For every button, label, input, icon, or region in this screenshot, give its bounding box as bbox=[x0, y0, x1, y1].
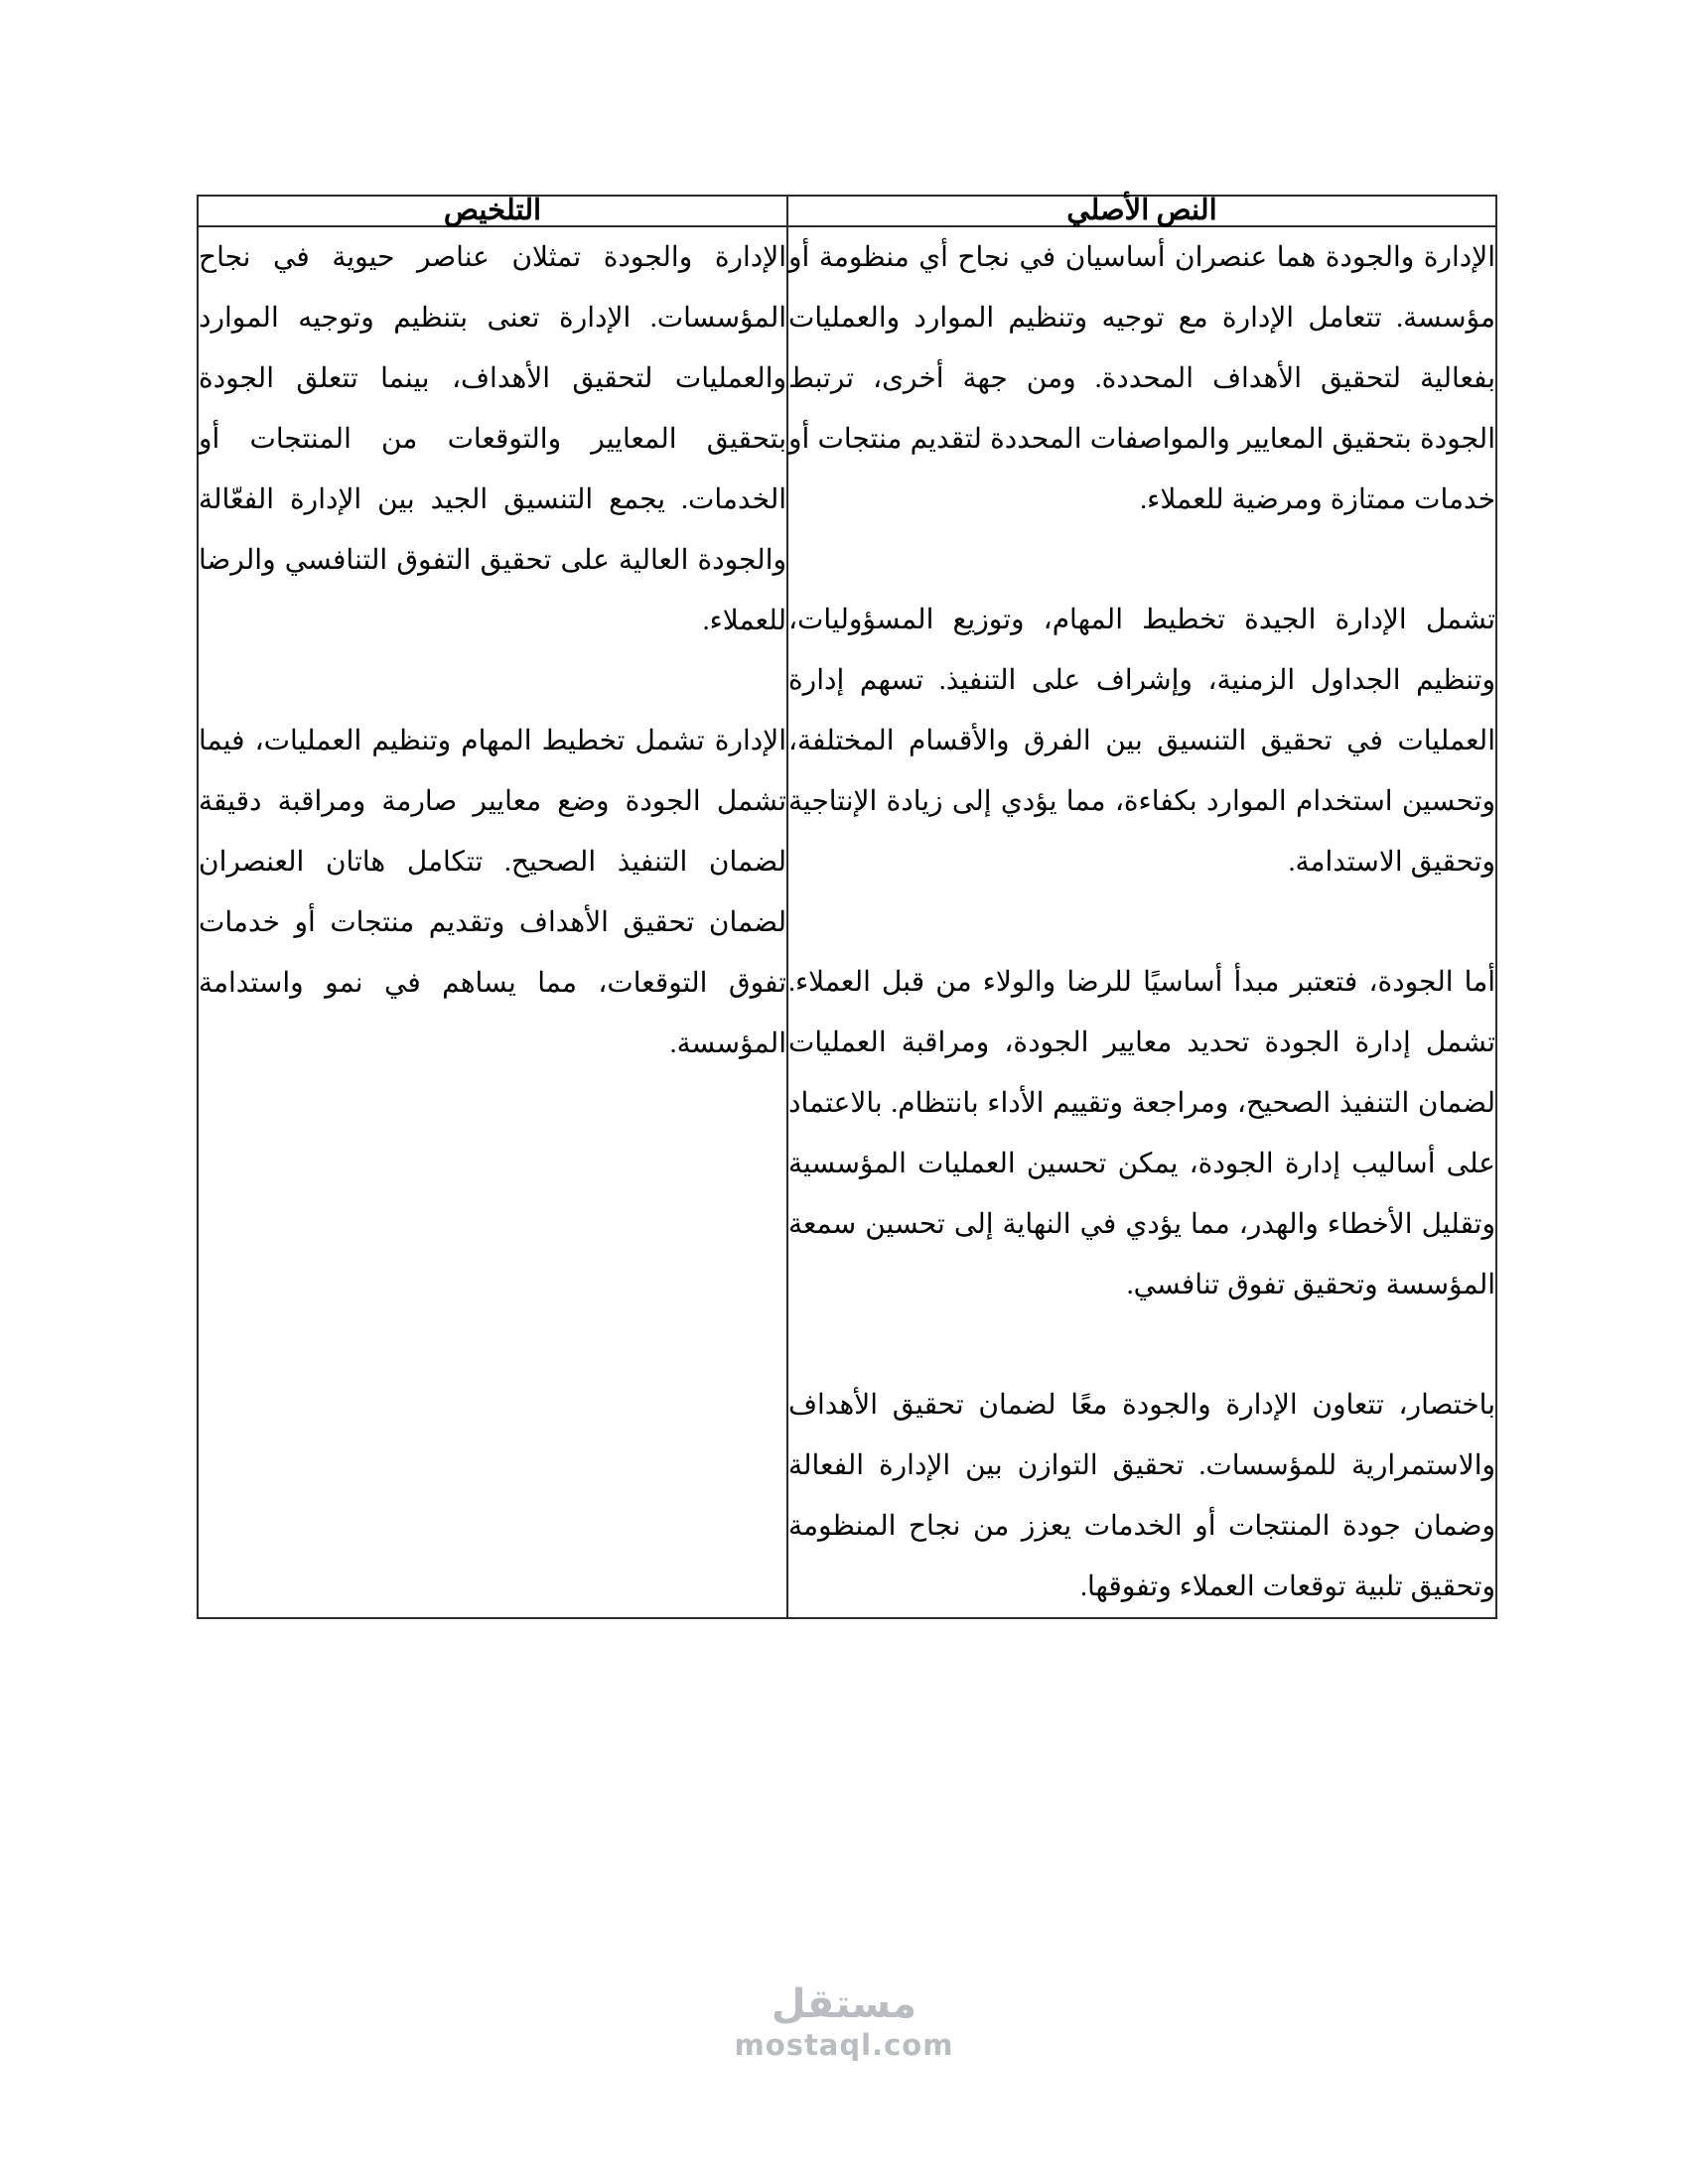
table-header-row bbox=[198, 196, 1496, 226]
summary-paragraph-1: الإدارة والجودة تمثلان عناصر حيوية في نجاح المؤسسات. الإدارة تعنى بتنظيم وتوجيه الموارد والعمليات لتحقيق الأهداف، بينما تتعلق الجودة بتحقيق المعايير والتوقعات من المنتجات أو الخدمات. يجمع التنسيق الجيد بين الإدارة الفعّالة والجودة العالية على تحقيق التفوق التنافسي والرضا للعملاء. bbox=[199, 242, 786, 636]
original-paragraph-3: أما الجودة، فتعتبر مبدأ أساسيًا للرضا والولاء من قبل العملاء. تشمل إدارة الجودة تحديد معايير الجودة، ومراقبة العمليات لضمان التنفيذ الصحيح، ومراجعة وتقييم الأداء بانتظام. بالاعتماد على أساليب إدارة الجودة، يمكن تحسين العمليات المؤسسية وتقليل الأخطاء والهدر، مما يؤدي في النهاية إلى تحسين سمعة المؤسسة وتحقيق تفوق تنافسي. bbox=[788, 967, 1495, 1300]
watermark bbox=[0, 1981, 1688, 2062]
original-paragraph-2: تشمل الإدارة الجيدة تخطيط المهام، وتوزيع المسؤوليات، وتنظيم الجداول الزمنية، وإشراف على التنفيذ. تسهم إدارة العمليات في تحقيق التنسيق بين الفرق والأقسام المختلفة، وتحسين استخدام الموارد بكفاءة، مما يؤدي إلى زيادة الإنتاجية وتحقيق الاستدامة. bbox=[788, 605, 1495, 878]
original-paragraph-1: الإدارة والجودة هما عنصران أساسيان في نجاح أي منظومة أو مؤسسة. تتعامل الإدارة مع توجيه وتنظيم الموارد والعمليات بفعالية لتحقيق الأهداف المحددة. ومن جهة أخرى، ترتبط الجودة بتحقيق المعايير والمواصفات المحددة لتقديم منتجات أو خدمات ممتازة ومرضية للعملاء. bbox=[788, 242, 1495, 515]
original-paragraph-4: باختصار، تتعاون الإدارة والجودة معًا لضمان تحقيق الأهداف والاستمرارية للمؤسسات. تحقيق التوازن بين الإدارة الفعالة وضمان جودة المنتجات أو الخدمات يعزز من نجاح المنظومة وتحقيق تلبية توقعات العملاء وتفوقها. bbox=[788, 1390, 1495, 1602]
watermark-logo-text: مستقل bbox=[771, 1981, 917, 2027]
cell-summary-text bbox=[198, 226, 787, 1618]
column-header-original-text: النص الأصلي bbox=[787, 196, 1496, 226]
table-body-row bbox=[198, 226, 1496, 1618]
watermark-url-text: mostaql.com bbox=[734, 2028, 954, 2062]
comparison-table bbox=[197, 195, 1497, 1619]
summary-paragraph-2: الإدارة تشمل تخطيط المهام وتنظيم العمليات، فيما تشمل الجودة وضع معايير صارمة ومراقبة دقيقة لضمان التنفيذ الصحيح. تتكامل هاتان العنصران لضمان تحقيق الأهداف وتقديم منتجات أو خدمات تفوق التوقعات، مما يساهم في نمو واستدامة المؤسسة. bbox=[199, 726, 786, 1059]
column-header-summary: التلخيص bbox=[198, 196, 787, 226]
cell-original-text bbox=[787, 226, 1496, 1618]
